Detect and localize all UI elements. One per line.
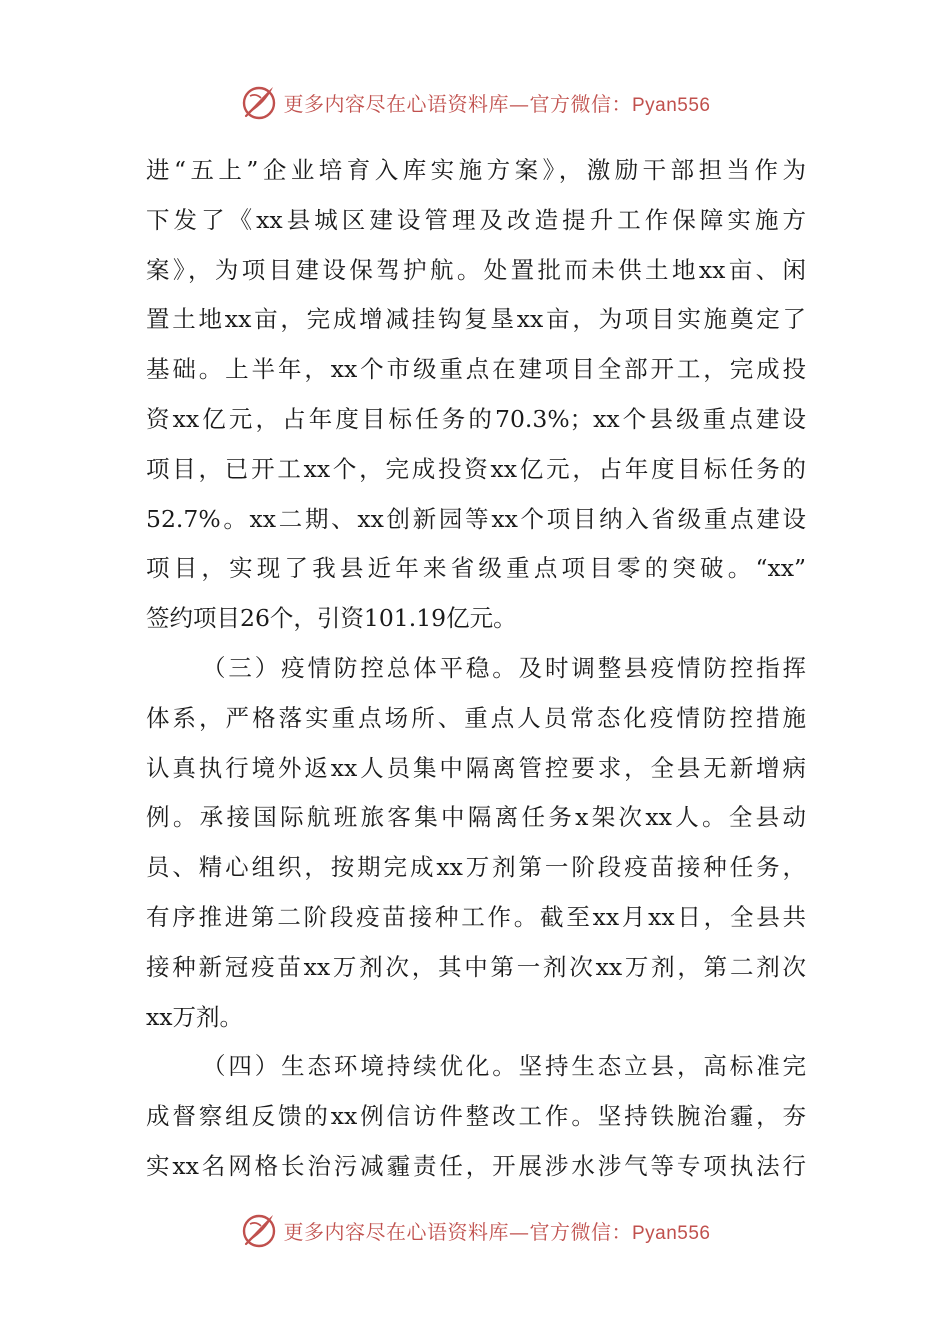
section-heading-line: （三）疫情防控总体平稳。及时调整县疫情防控指挥 (202, 653, 806, 682)
footer-banner (0, 1208, 950, 1252)
text-line: 员、精心组织，按期完成xx万剂第一阶段疫苗接种任务， (146, 853, 806, 882)
text-line: 例。承接国际航班旅客集中隔离任务x架次xx人。全县动 (146, 803, 806, 832)
text-line: 认真执行境外返xx人员集中隔离管控要求，全县无新增病 (146, 753, 806, 782)
text-line: 52.7%。xx二期、xx创新园等xx个项目纳入省级重点建设 (146, 504, 806, 533)
header-banner-text (283, 88, 710, 117)
text-line: 成督察组反馈的xx例信访件整改工作。坚持铁腕治霾，夯 (146, 1102, 806, 1131)
footer-banner-wechat: Pyan556 (631, 1222, 711, 1244)
text-line: 有序推进第二阶段疫苗接种工作。截至xx月xx日，全县共 (146, 902, 806, 931)
section-heading-line: （四）生态环境持续优化。坚持生态立县，高标准完 (202, 1052, 806, 1081)
quill-logo-icon (239, 82, 279, 122)
footer-banner-label: 更多内容尽在心语资料库—官方微信： (283, 1219, 632, 1244)
header-banner-label: 更多内容尽在心语资料库—官方微信： (283, 91, 632, 116)
text-line: 下发了《xx县城区建设管理及改造提升工作保障实施方 (146, 205, 806, 234)
header-banner-wechat: Pyan556 (631, 94, 711, 116)
text-line: 置土地xx亩，完成增减挂钩复垦xx亩，为项目实施奠定了 (146, 305, 806, 334)
text-line: 体系，严格落实重点场所、重点人员常态化疫情防控措施 (146, 703, 806, 732)
text-line: 资xx亿元，占年度目标任务的70.3%；xx个县级重点建设 (146, 404, 806, 433)
text-line: 基础。上半年，xx个市级重点在建项目全部开工，完成投 (146, 355, 806, 384)
text-line: 实xx名网格长治污减霾责任，开展涉水涉气等专项执法行 (146, 1151, 806, 1180)
text-line: 案》，为项目建设保驾护航。处置批而未供土地xx亩、闲 (146, 255, 806, 284)
quill-logo-icon (239, 1210, 279, 1250)
body-text (146, 146, 806, 1192)
text-line: xx万剂。 (146, 1002, 244, 1031)
text-line: 签约项目26个，引资101.19亿元。 (146, 604, 517, 633)
header-banner (0, 80, 950, 124)
footer-banner-text (283, 1216, 710, 1245)
text-line: 进“五上”企业培育入库实施方案》，激励干部担当作为 (146, 156, 806, 184)
text-line: 接种新冠疫苗xx万剂次，其中第一剂次xx万剂，第二剂次 (146, 952, 806, 981)
text-line: 项目，实现了我县近年来省级重点项目零的突破。“xx” (146, 554, 806, 583)
text-line: 项目，已开工xx个，完成投资xx亿元，占年度目标任务的 (146, 454, 806, 483)
